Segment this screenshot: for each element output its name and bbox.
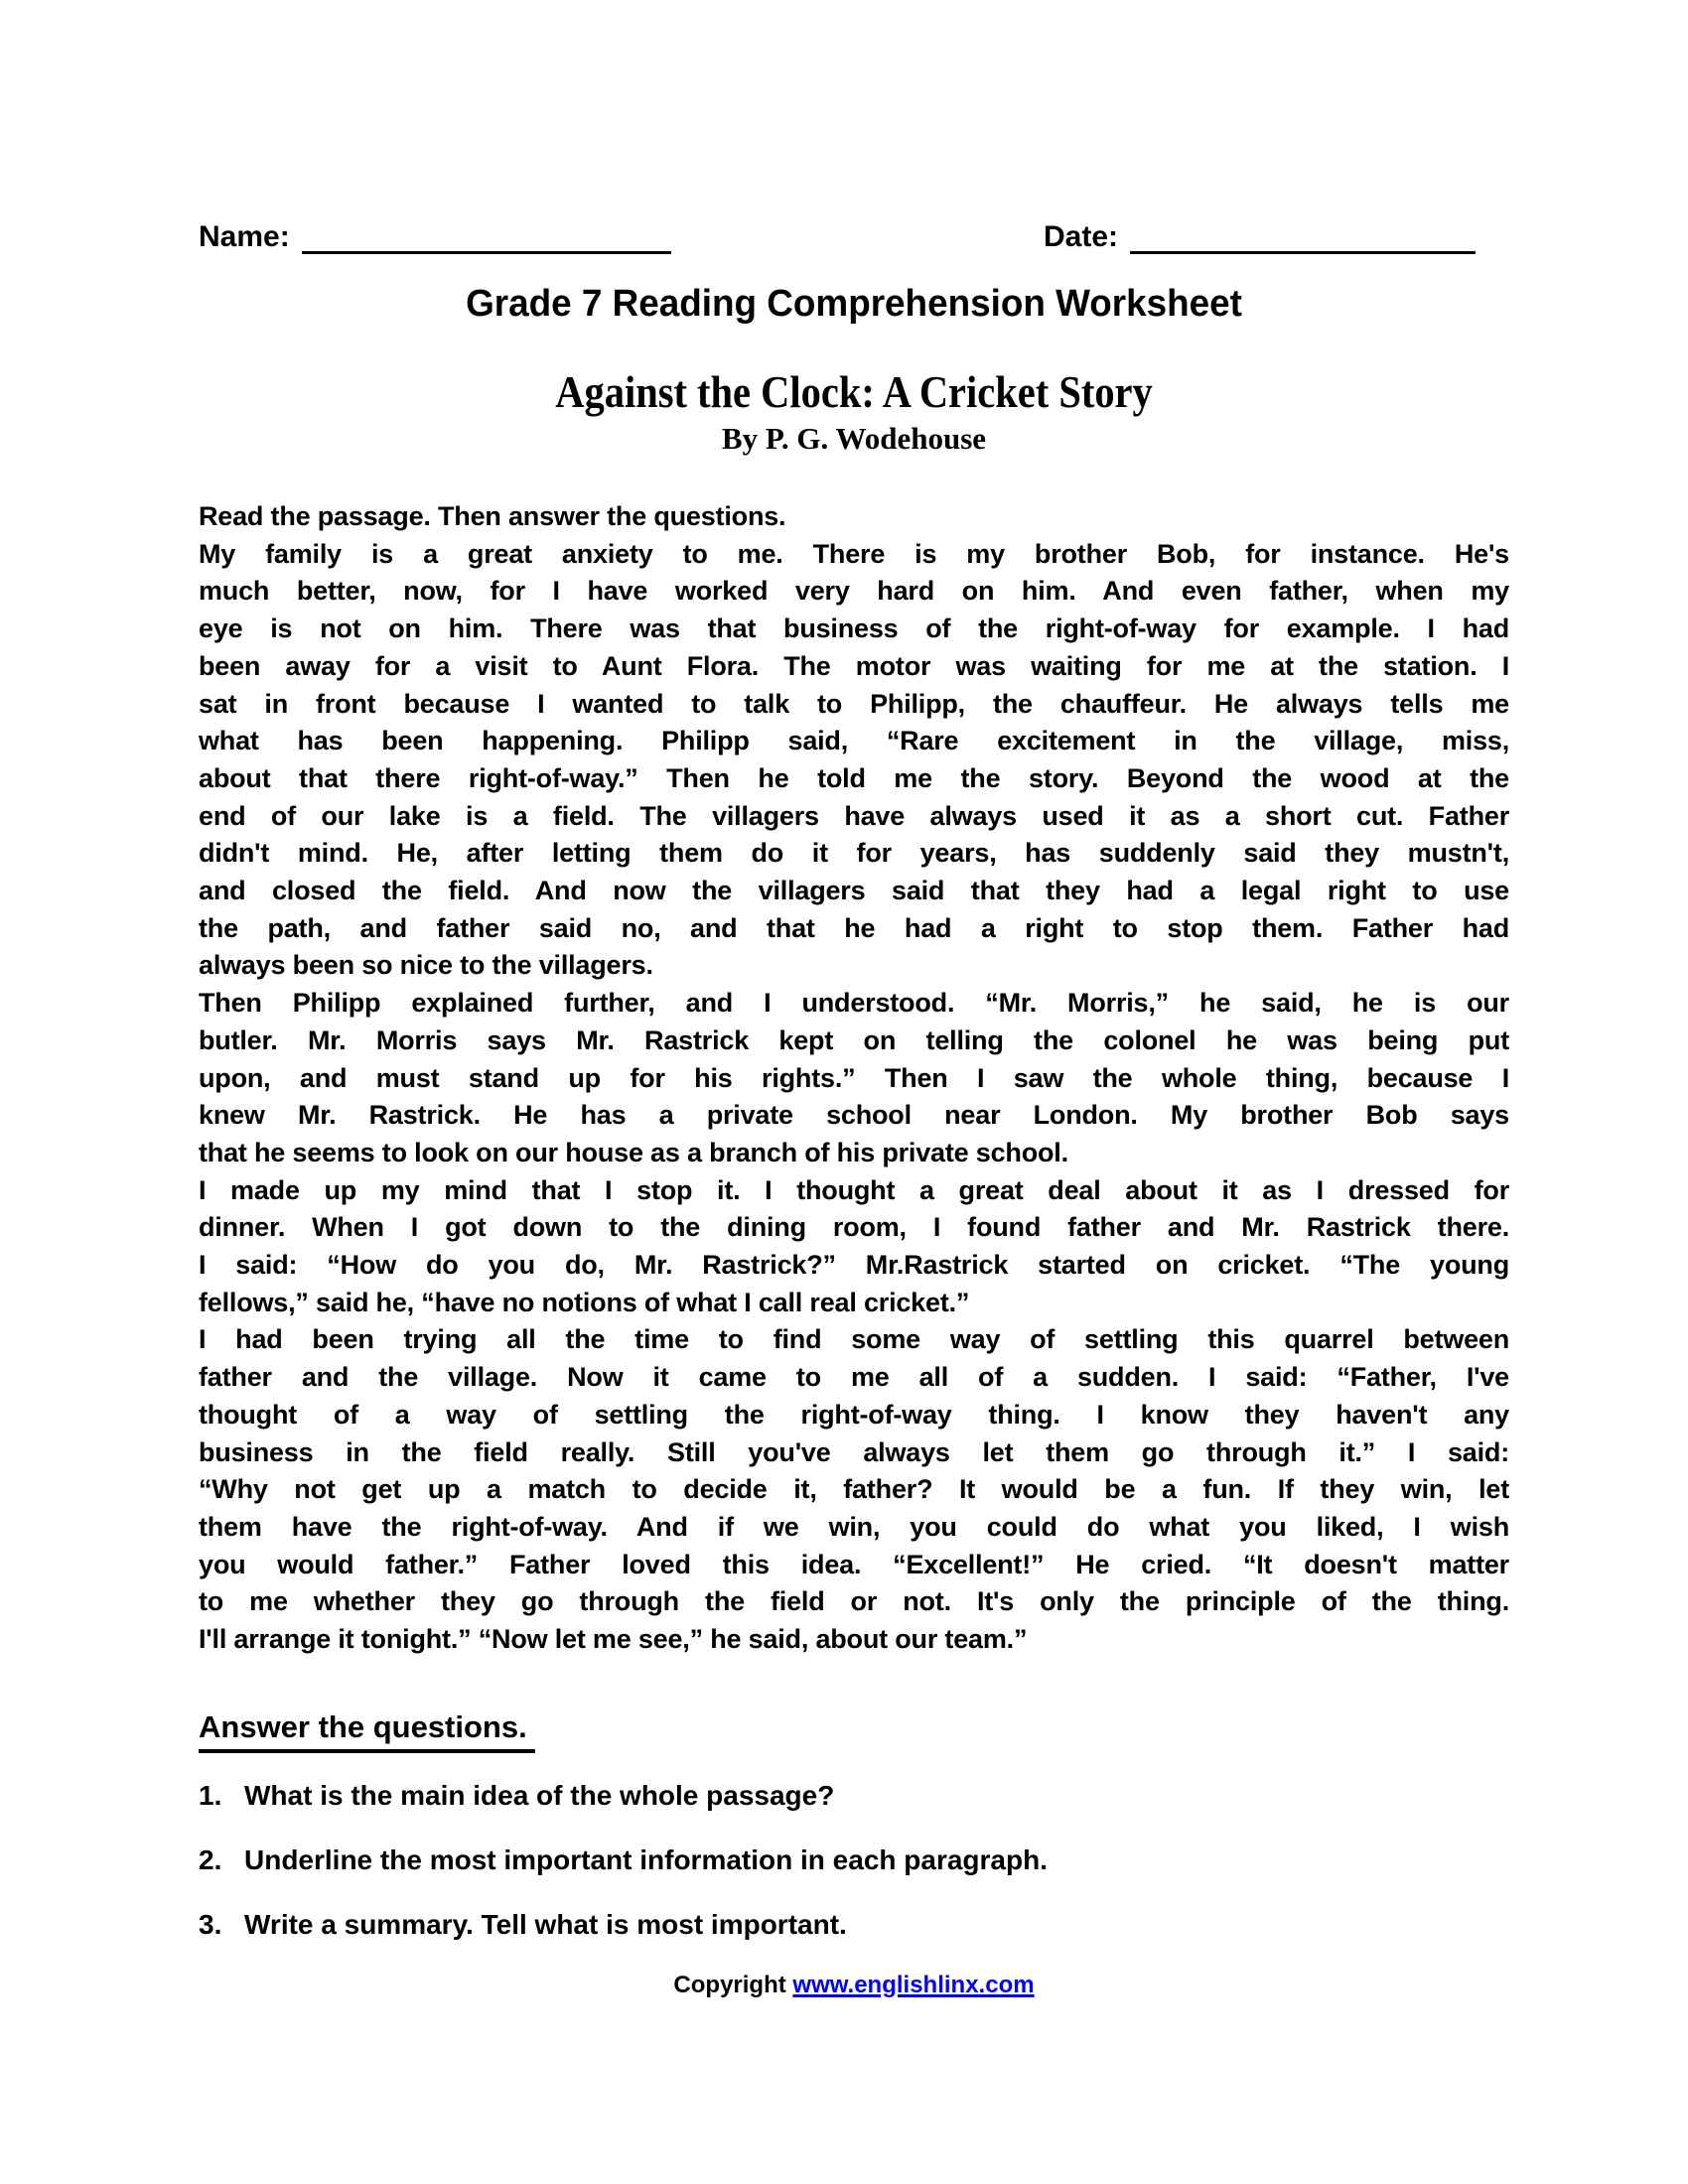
question-item xyxy=(199,1906,1509,1944)
question-text: Write a summary. Tell what is most important. xyxy=(244,1908,847,1940)
question-number: 3. xyxy=(199,1908,222,1940)
date-field xyxy=(1044,220,1476,254)
passage-line: sat in front because I wanted to talk to Philipp, the chauffeur. He always tells me xyxy=(199,688,1509,719)
passage-line: been away for a visit to Aunt Flora. The motor was waiting for me at the station. I xyxy=(199,650,1509,681)
question-item xyxy=(199,1842,1509,1879)
story-title: Against the Clock: A Cricket Story xyxy=(555,366,1153,417)
copyright-link[interactable]: www.englishlinx.com xyxy=(792,1971,1035,1998)
passage-line: to me whether they go through the field or not. It's only the principle of the thing. xyxy=(199,1586,1509,1617)
header-row xyxy=(199,220,1509,254)
passage xyxy=(199,498,1509,1659)
passage-line: fellows,” said he, “have no notions of what I call real cricket.” xyxy=(199,1287,970,1317)
passage-line: I had been trying all the time to find some way of settling this quarrel between xyxy=(199,1324,1509,1355)
passage-line: upon, and must stand up for his rights.” Then I saw the whole thing, because I xyxy=(199,1062,1509,1093)
passage-line: that he seems to look on our house as a branch of his private school. xyxy=(199,1137,1068,1167)
name-label: Name: xyxy=(199,220,290,253)
question-text: Underline the most important information in each paragraph. xyxy=(244,1843,1048,1875)
passage-line: always been so nice to the villagers. xyxy=(199,950,653,981)
instructions-line: Read the passage. Then answer the questions. xyxy=(199,501,786,531)
question-number: 2. xyxy=(199,1843,222,1875)
question-number: 1. xyxy=(199,1779,222,1811)
answer-questions-heading xyxy=(199,1708,1509,1753)
passage-line: Then Philipp explained further, and I understood. “Mr. Morris,” he said, he is our xyxy=(199,988,1509,1019)
date-label: Date: xyxy=(1043,220,1118,253)
passage-line: I said: “How do you do, Mr. Rastrick?” Mr.Rastrick started on cricket. “The young xyxy=(199,1250,1509,1281)
passage-line: eye is not on him. There was that business of the right-of-way for example. I had xyxy=(199,614,1509,644)
passage-line: business in the field really. Still you've always let them go through it.” I said: xyxy=(199,1436,1509,1467)
passage-line: I'll arrange it tonight.” “Now let me see,” he said, about our team.” xyxy=(199,1624,1028,1655)
passage-line: My family is a great anxiety to me. There is my brother Bob, for instance. He's xyxy=(199,538,1509,569)
passage-line: didn't mind. He, after letting them do it for years, has suddenly said they mustn't, xyxy=(199,838,1509,869)
passage-line: what has been happening. Philipp said, “Rare excitement in the village, miss, xyxy=(199,726,1509,756)
passage-line: father and the village. Now it came to me all of a sudden. I said: “Father, I've xyxy=(199,1362,1509,1393)
passage-line: dinner. When I got down to the dining room, I found father and Mr. Rastrick there. xyxy=(199,1212,1509,1243)
passage-line: butler. Mr. Morris says Mr. Rastrick kept on telling the colonel he was being put xyxy=(199,1024,1509,1055)
questions-list xyxy=(199,1777,1509,1944)
answer-questions-heading-text: Answer the questions. xyxy=(199,1708,535,1753)
name-field xyxy=(199,220,671,254)
passage-line: you would father.” Father loved this idea. “Excellent!” He cried. “It doesn't matter xyxy=(199,1549,1509,1579)
passage-line: “Why not get up a match to decide it, father? It would be a fun. If they win, let xyxy=(199,1474,1509,1505)
question-text: What is the main idea of the whole passage? xyxy=(244,1779,835,1811)
passage-line: I made up my mind that I stop it. I thought a great deal about it as I dressed for xyxy=(199,1174,1509,1205)
passage-line: knew Mr. Rastrick. He has a private school near London. My brother Bob says xyxy=(199,1100,1509,1131)
question-item xyxy=(199,1777,1509,1815)
story-byline: By P. G. Wodehouse xyxy=(721,421,987,456)
footer xyxy=(199,1971,1509,2000)
passage-line: much better, now, for I have worked very hard on him. And even father, when my xyxy=(199,576,1509,607)
passage-line: the path, and father said no, and that he had a right to stop them. Father had xyxy=(199,912,1509,943)
passage-line: them have the right-of-way. And if we win, you could do what you liked, I wish xyxy=(199,1511,1509,1542)
passage-line: and closed the field. And now the villagers said that they had a legal right to use xyxy=(199,876,1509,906)
copyright-label: Copyright xyxy=(673,1971,786,1998)
passage-line: end of our lake is a field. The villagers have always used it as a short cut. Father xyxy=(199,800,1509,831)
worksheet-title: Grade 7 Reading Comprehension Worksheet xyxy=(466,283,1242,325)
date-blank-line xyxy=(1130,220,1476,254)
passage-line: about that there right-of-way.” Then he told me the story. Beyond the wood at the xyxy=(199,762,1509,793)
name-blank-line xyxy=(302,220,671,254)
passage-line: thought of a way of settling the right-of-way thing. I know they haven't any xyxy=(199,1399,1509,1430)
